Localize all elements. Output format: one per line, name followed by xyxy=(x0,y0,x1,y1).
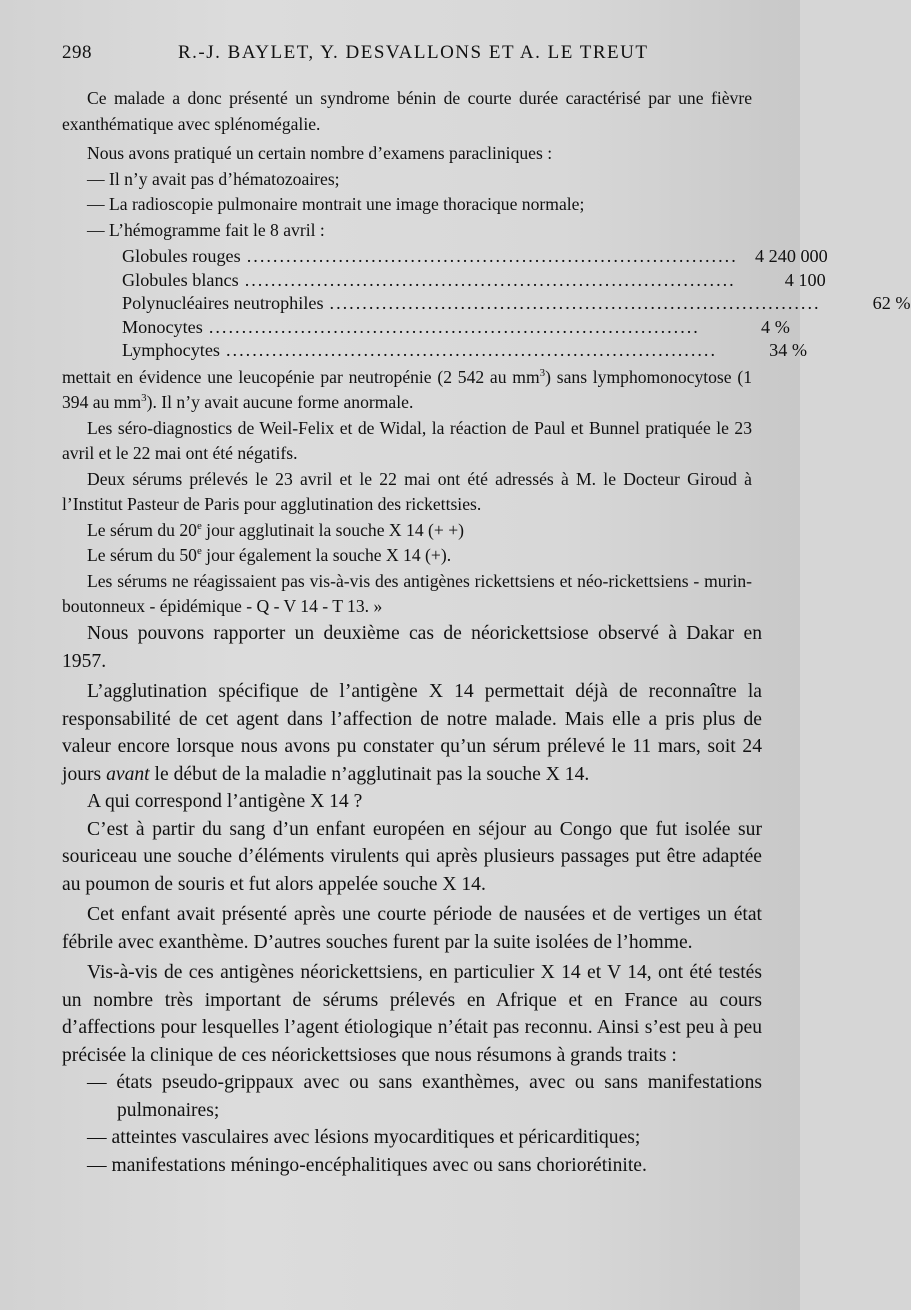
dash-item: — états pseudo-grippaux avec ou sans exanthèmes, avec ou sans manifestations pulmonaires; xyxy=(87,1072,762,1121)
table-row: Globules blancs ........................................................................... 4 100 xyxy=(122,269,700,293)
paragraph: Cet enfant avait présenté après une courte période de nausées et de vertiges un état fébrile avec exanthème. D’autres souches furent par la suite isolées de l’homme. xyxy=(62,904,762,953)
row-value: 4 100 xyxy=(784,269,826,290)
dash-item: — manifestations méningo-encéphalitiques avec ou sans choriorétinite. xyxy=(87,1154,647,1176)
hemogram-table xyxy=(122,245,911,363)
paragraph: Les séro-diagnostics de Weil-Felix et de Widal, la réaction de Paul et Bunnel pratiquée le 23 avril et le 22 mai ont été négatifs. xyxy=(62,417,752,463)
paragraph: Nous avons pratiqué un certain nombre d’examens paracliniques : xyxy=(87,143,553,163)
row-label: Lymphocytes xyxy=(122,340,220,360)
table-row: Polynucléaires neutrophiles ........................................................................... 62 % xyxy=(122,292,700,316)
paragraph: mettait en évidence une leucopénie par neutropénie (2 542 au $mm^3$) sans lymphomonocytose (1 394 au $mm^3$). Il n’y avait aucune forme anormale. xyxy=(62,366,752,412)
row-value: 62 % xyxy=(872,293,911,313)
paragraph: Les sérums ne réagissaient pas vis-à-vis des antigènes rickettsiens et néo-rickettsiens - murin-boutonneux - épidémique - Q - V 14 - T 13. » xyxy=(62,570,752,616)
dash-item: — Il n’y avait pas d’hématozoaires; xyxy=(87,168,340,189)
row-value: 4 240 000 xyxy=(754,246,828,266)
paragraph: Ce malade a donc présenté un syndrome bénin de courte durée caractérisé par une fièvre exanthématique avec splénomégalie. xyxy=(62,88,752,134)
running-title: R.-J. BAYLET, Y. DESVALLONS ET A. LE TREUT xyxy=(178,42,649,63)
paragraph: L’agglutination spécifique de l’antigène X 14 permettait déjà de reconnaître la responsabilité de cet agent dans l’affection de notre malade. Mais elle a pris plus de valeur encore lorsque nous avons pu constater qu’un sérum prélevé le 11 mars, soit 24 jours avant le début de la maladie n’agglutinait pas la souche X 14. xyxy=(62,681,762,785)
paragraph: Vis-à-vis de ces antigènes néorickettsiens, en particulier X 14 et V 14, ont été testés un nombre très important de sérums prélevés en Afrique et en France au cours d’affections pour lesquelles l’agent étiologique n’était pas reconnu. Ainsi s’est peu à peu précisée la clinique de ces néorickettsioses que nous résumons à grands traits : xyxy=(62,962,762,1066)
row-label: Globules blancs xyxy=(122,269,239,290)
dash-item: — La radioscopie pulmonaire montrait une image thoracique normale; xyxy=(87,194,585,214)
dash-item: — atteintes vasculaires avec lésions myocarditiques et péricarditiques; xyxy=(87,1127,641,1148)
paragraph: Le sérum du 20e jour agglutinait la souche X 14 (+ +) xyxy=(87,519,464,540)
paragraph: Le sérum du 50e jour également la souche X 14 (+). xyxy=(87,545,452,565)
table-row: Monocytes ........................................................................... 4 % xyxy=(122,316,700,340)
table-row: Lymphocytes ........................................................................... 34 % xyxy=(122,339,700,363)
paragraph: A qui correspond l’antigène X 14 ? xyxy=(87,791,363,812)
row-value: 4 % xyxy=(761,316,790,337)
paragraph: Deux sérums prélevés le 23 avril et le 22 mai ont été adressés à M. le Docteur Giroud à l’Institut Pasteur de Paris pour agglutination des rickettsies. xyxy=(62,468,752,514)
page-number: 298 xyxy=(62,42,92,63)
paragraph: C’est à partir du sang d’un enfant européen en séjour au Congo que fut isolée sur souriceau une souche d’éléments virulents qui après plusieurs passages put être adaptée au poumon de souris et fut alors appelée souche X 14. xyxy=(62,818,762,895)
row-label: Globules rouges xyxy=(122,246,241,266)
row-label: Polynucléaires neutrophiles xyxy=(122,293,324,313)
dash-item: — L’hémogramme fait le 8 avril : xyxy=(87,219,325,240)
row-value: 34 % xyxy=(769,340,808,360)
row-label: Monocytes xyxy=(122,316,203,337)
table-row: Globules rouges ........................................................................... 4 240 000 xyxy=(122,245,700,269)
quoted-case-report xyxy=(62,86,911,620)
paragraph: Nous pouvons rapporter un deuxième cas de néorickettsiose observé à Dakar en 1957. xyxy=(62,623,762,672)
main-discussion xyxy=(62,620,762,1179)
